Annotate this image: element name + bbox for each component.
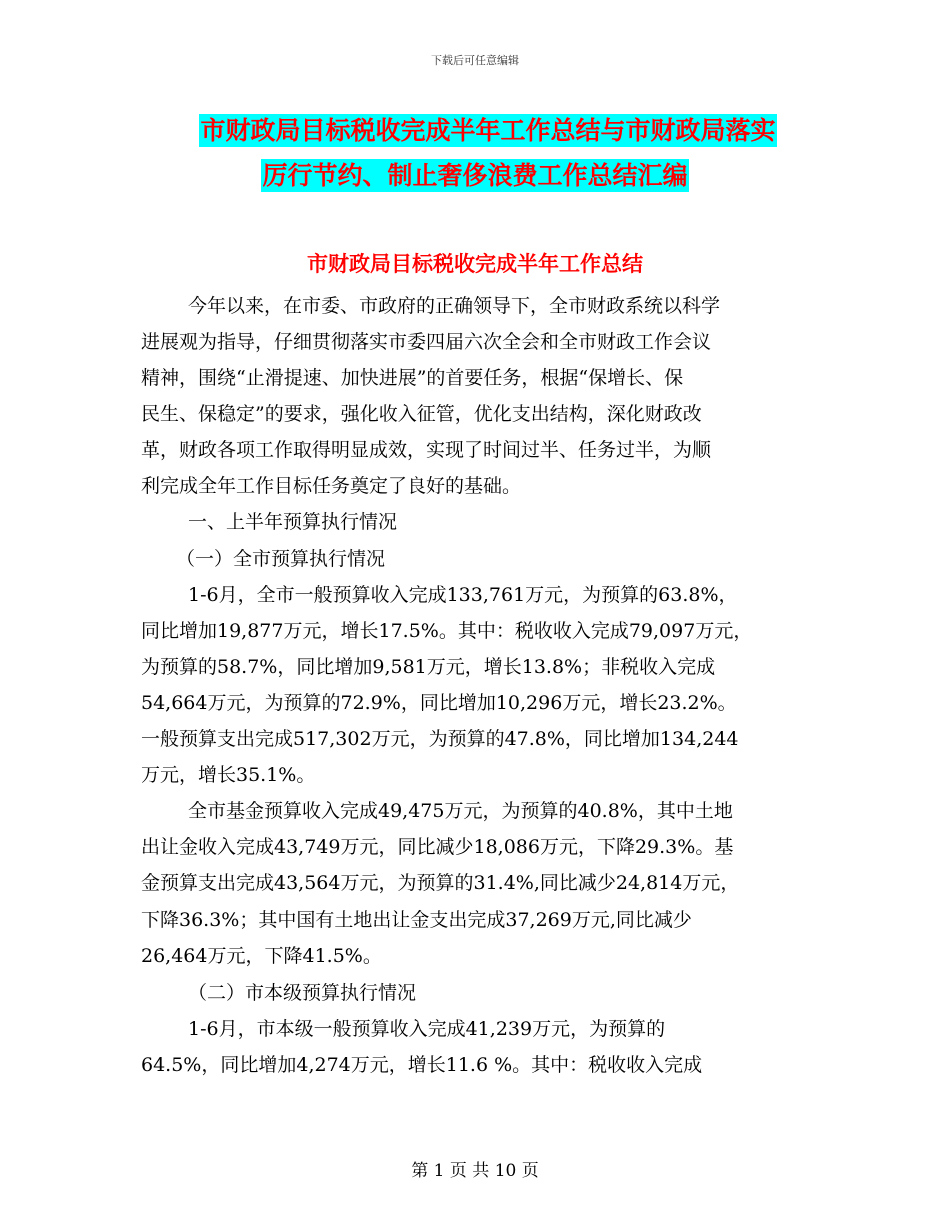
body-line: 1-6月，全市一般预算收入完成133,761万元，为预算的63.8%， bbox=[188, 584, 738, 606]
body-line: 64.5%，同比增加4,274万元，增长11.6 %。其中：税收收入完成 bbox=[141, 1054, 703, 1076]
page-header: 下载后可任意编辑 bbox=[431, 54, 519, 67]
body-line: 同比增加19,877万元，增长17.5%。其中：税收收入完成79,097万元， bbox=[141, 620, 753, 642]
document-title-line-1: 市财政局目标税收完成半年工作总结与市财政局落实 bbox=[200, 116, 776, 145]
section-title: 市财政局目标税收完成半年工作总结 bbox=[307, 252, 643, 276]
body-line: 1-6月，市本级一般预算收入完成41,239万元，为预算的 bbox=[188, 1018, 666, 1040]
body-line: 进展观为指导，仔细贯彻落实市委四届六次全会和全市财政工作会议 bbox=[141, 331, 712, 353]
document-title-line-2: 厉行节约、制止奢侈浪费工作总结汇编 bbox=[262, 161, 688, 190]
body-line: 54,664万元，为预算的72.9%，同比增加10,296万元，增长23.2%。 bbox=[141, 692, 737, 714]
heading-level-1: 一、上半年预算执行情况 bbox=[188, 511, 398, 533]
body-line: 民生、保稳定”的要求，强化收入征管，优化支出结构，深化财政改 bbox=[141, 403, 702, 425]
heading-level-2: （一）全市预算执行情况 bbox=[176, 548, 386, 570]
heading-level-2: （二）市本级预算执行情况 bbox=[188, 982, 417, 1004]
page-footer: 第 1 页 共 10 页 bbox=[411, 1161, 539, 1181]
body-line: 下降36.3%；其中国有土地出让金支出完成37,269万元,同比减少 bbox=[141, 909, 692, 931]
body-line: 26,464万元，下降41.5%。 bbox=[141, 945, 382, 967]
body-line: 为预算的58.7%，同比增加9,581万元，增长13.8%；非税收入完成 bbox=[141, 656, 716, 678]
body-line: 今年以来，在市委、市政府的正确领导下，全市财政系统以科学 bbox=[188, 295, 721, 317]
body-line: 利完成全年工作目标任务奠定了良好的基础。 bbox=[141, 475, 522, 497]
body-line: 一般预算支出完成517,302万元，为预算的47.8%，同比增加134,244 bbox=[141, 728, 739, 750]
body-line: 革，财政各项工作取得明显成效，实现了时间过半、任务过半，为顺 bbox=[141, 439, 712, 461]
body-line: 金预算支出完成43,564万元，为预算的31.4%,同比减少24,814万元， bbox=[141, 872, 740, 894]
body-line: 精神，围绕“止滑提速、加快进展”的首要任务，根据“保增长、保 bbox=[141, 367, 684, 389]
body-line: 出让金收入完成43,749万元，同比减少18,086万元，下降29.3%。基 bbox=[141, 836, 734, 858]
body-line: 全市基金预算收入完成49,475万元，为预算的40.8%，其中土地 bbox=[188, 800, 733, 822]
body-line: 万元，增长35.1%。 bbox=[141, 764, 316, 786]
